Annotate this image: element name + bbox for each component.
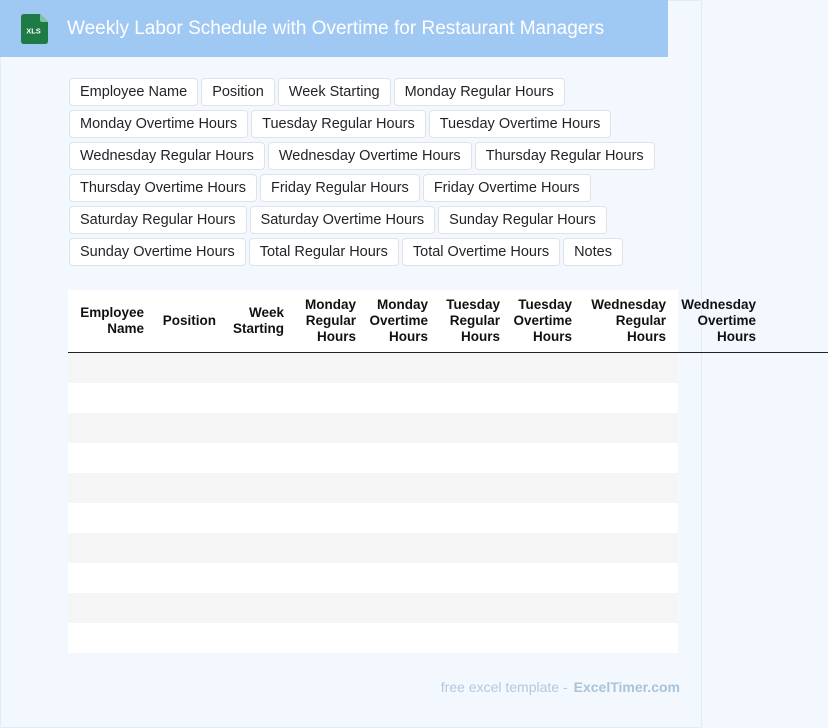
field-tag: Wednesday Regular Hours bbox=[69, 142, 265, 170]
xls-file-icon bbox=[21, 14, 48, 44]
column-header: Monday Regular Hours bbox=[304, 297, 356, 344]
field-tag: Saturday Regular Hours bbox=[69, 206, 247, 234]
field-tag: Week Starting bbox=[278, 78, 391, 106]
xls-icon-label: XLS bbox=[26, 26, 41, 36]
field-tag: Position bbox=[201, 78, 275, 106]
schedule-table bbox=[68, 290, 756, 653]
footer-text: free excel template - bbox=[440, 679, 568, 695]
footer bbox=[441, 679, 680, 695]
column-header: Week Starting bbox=[232, 305, 284, 336]
field-tag: Sunday Overtime Hours bbox=[69, 238, 246, 266]
field-tag-list bbox=[69, 78, 679, 266]
table-row bbox=[68, 413, 678, 443]
field-tag: Friday Overtime Hours bbox=[423, 174, 591, 202]
field-tag: Employee Name bbox=[69, 78, 198, 106]
column-header: Employee Name bbox=[80, 305, 144, 336]
table-row bbox=[68, 473, 678, 503]
column-header: Wednesday Overtime Hours bbox=[681, 297, 756, 344]
table-row bbox=[68, 623, 678, 653]
field-tag: Tuesday Regular Hours bbox=[251, 110, 426, 138]
field-tag: Saturday Overtime Hours bbox=[250, 206, 436, 234]
table-row bbox=[68, 593, 678, 623]
column-header: Tuesday Overtime Hours bbox=[513, 297, 572, 344]
table-row bbox=[68, 533, 678, 563]
column-header: Position bbox=[162, 313, 216, 328]
table-body bbox=[68, 353, 678, 653]
footer-brand-link[interactable]: ExcelTimer.com bbox=[573, 679, 680, 695]
field-tag: Thursday Regular Hours bbox=[475, 142, 655, 170]
column-header: Tuesday Regular Hours bbox=[446, 297, 500, 344]
table-row bbox=[68, 563, 678, 593]
field-tag: Monday Regular Hours bbox=[394, 78, 565, 106]
column-header: Monday Overtime Hours bbox=[369, 297, 428, 344]
table-row bbox=[68, 443, 678, 473]
field-tag: Thursday Overtime Hours bbox=[69, 174, 257, 202]
table-header bbox=[68, 290, 828, 353]
field-tag: Wednesday Overtime Hours bbox=[268, 142, 472, 170]
field-tag: Notes bbox=[563, 238, 623, 266]
field-tag: Tuesday Overtime Hours bbox=[429, 110, 612, 138]
field-tag: Total Overtime Hours bbox=[402, 238, 560, 266]
table-row bbox=[68, 503, 678, 533]
table-row bbox=[68, 353, 678, 383]
field-tag: Friday Regular Hours bbox=[260, 174, 420, 202]
table-row bbox=[68, 383, 678, 413]
column-header: Wednesday Regular Hours bbox=[591, 297, 666, 344]
field-tag: Monday Overtime Hours bbox=[69, 110, 248, 138]
field-tag: Total Regular Hours bbox=[249, 238, 399, 266]
page-header bbox=[0, 0, 668, 57]
field-tag: Sunday Regular Hours bbox=[438, 206, 607, 234]
page-title: Weekly Labor Schedule with Overtime for Restaurant Managers bbox=[67, 17, 605, 39]
